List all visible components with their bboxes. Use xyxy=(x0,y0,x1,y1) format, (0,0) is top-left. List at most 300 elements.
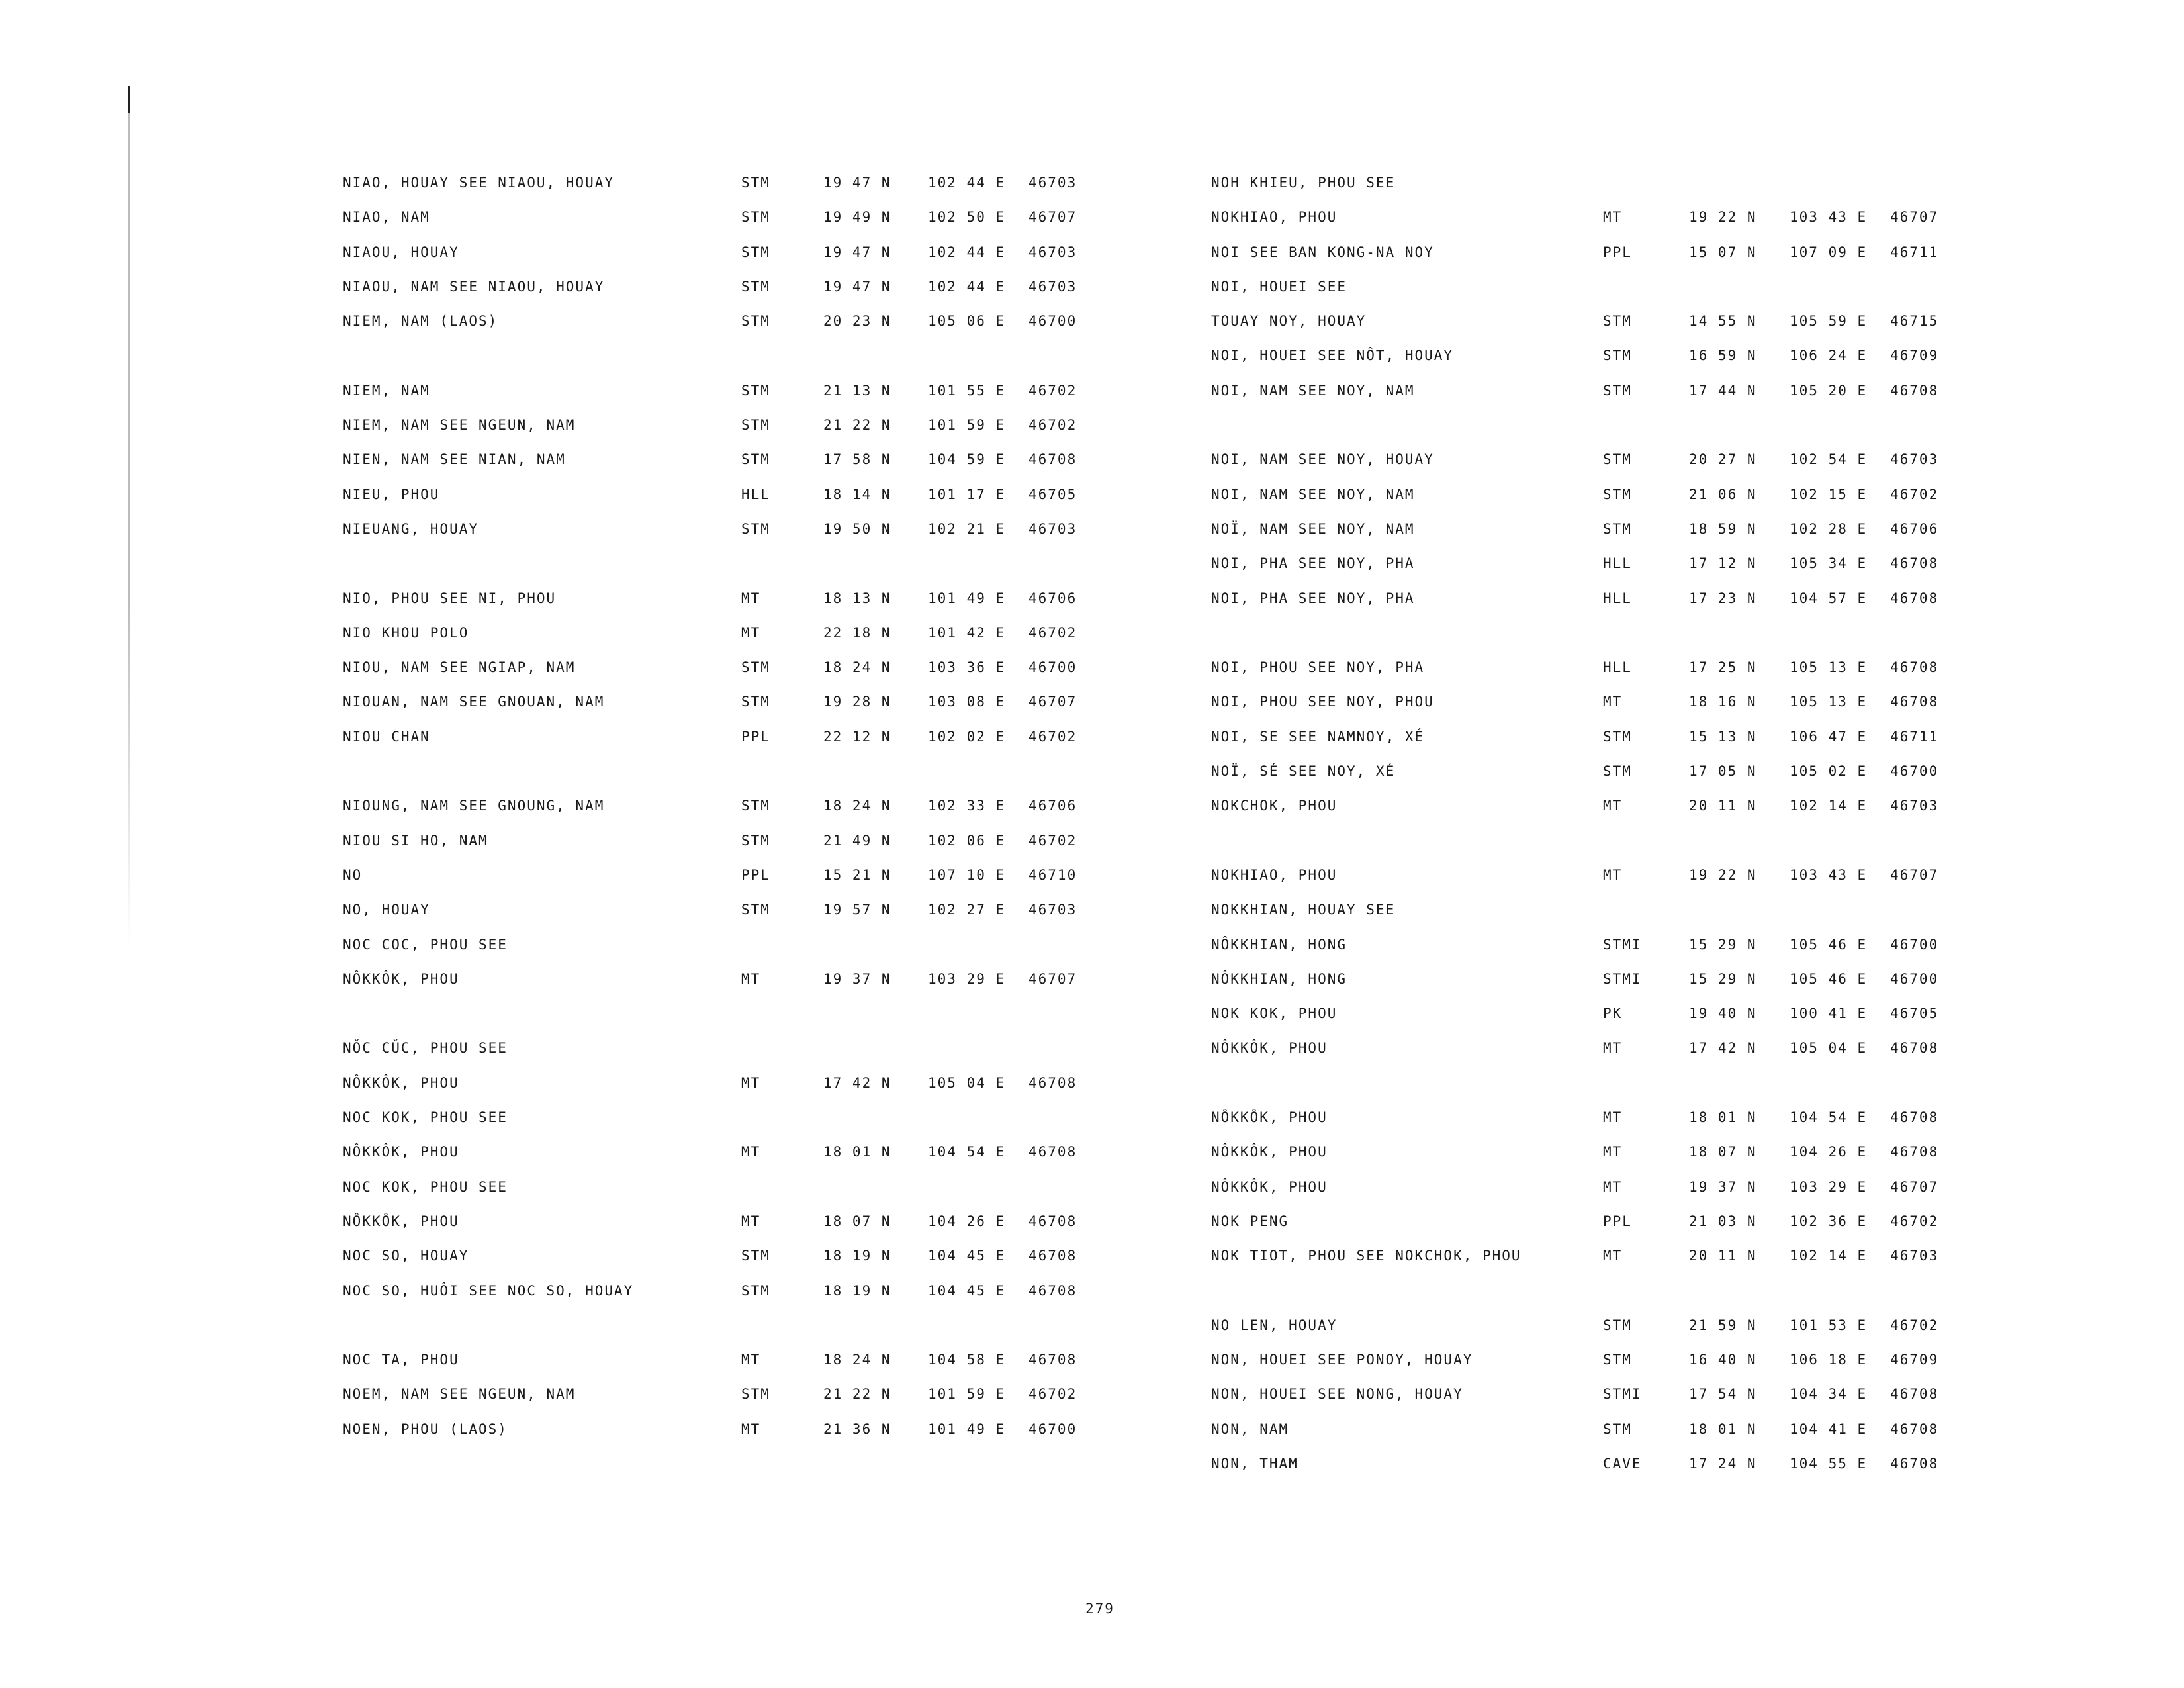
entry-code: 46703 xyxy=(1028,278,1077,295)
entry-type: MT xyxy=(741,1213,761,1229)
entry-type: STM xyxy=(741,244,770,260)
entry-lat: 14 55 N xyxy=(1689,313,1757,330)
entry-name: NǑC CǓC, PHOU SEE xyxy=(343,1040,508,1056)
entry-type: STM xyxy=(741,175,770,191)
entry-name: NIAO, NAM xyxy=(343,209,430,226)
entry-name: NIOU CHAN xyxy=(343,728,430,745)
entry-lon: 102 36 E xyxy=(1790,1213,1868,1229)
entry-name: NIAOU, NAM SEE NIAOU, HOUAY xyxy=(343,278,605,295)
entry-code: 46700 xyxy=(1890,763,1939,780)
entry-name: TOUAY NOY, HOUAY xyxy=(1211,313,1367,330)
entry-lat: 21 03 N xyxy=(1689,1213,1757,1229)
gazetteer-entry xyxy=(343,1274,1157,1308)
entry-lon: 102 28 E xyxy=(1790,520,1868,537)
entry-lat: 19 49 N xyxy=(823,209,891,226)
entry-type: STM xyxy=(1603,1317,1632,1333)
entry-code: 46708 xyxy=(1028,1282,1077,1299)
entry-name: NÔKKÔK, PHOU xyxy=(1211,1178,1328,1195)
entry-type: STM xyxy=(1603,486,1632,502)
entry-lon: 101 17 E xyxy=(928,486,1006,502)
gazetteer-entry xyxy=(343,962,1157,996)
entry-lon: 105 59 E xyxy=(1790,313,1868,330)
entry-lon: 100 41 E xyxy=(1790,1006,1868,1022)
entry-code: 46702 xyxy=(1028,728,1077,745)
entry-code: 46707 xyxy=(1890,1178,1939,1195)
gazetteer-entry xyxy=(343,1342,1157,1377)
entry-lat: 18 01 N xyxy=(1689,1421,1757,1437)
gazetteer-entry xyxy=(1211,442,1959,477)
entry-name: NON, NAM xyxy=(1211,1421,1289,1437)
entry-type: STM xyxy=(1603,520,1632,537)
entry-lat: 20 11 N xyxy=(1689,798,1757,814)
entry-type: PPL xyxy=(741,867,770,883)
entry-lat: 15 29 N xyxy=(1689,936,1757,953)
entry-lat: 19 47 N xyxy=(823,278,891,295)
gazetteer-entry xyxy=(343,1204,1157,1239)
entry-lat: 18 07 N xyxy=(1689,1144,1757,1160)
gazetteer-entry xyxy=(343,927,1157,962)
gazetteer-entry xyxy=(343,1412,1157,1446)
entry-lat: 17 12 N xyxy=(1689,555,1757,572)
blank-row xyxy=(1211,1274,1959,1308)
entry-type: STM xyxy=(741,798,770,814)
entry-lon: 103 36 E xyxy=(928,659,1006,676)
gazetteer-entry xyxy=(1211,581,1959,616)
gazetteer-entry xyxy=(1211,235,1959,269)
entry-type: STM xyxy=(1603,348,1632,364)
entry-name: NOI, NAM SEE NOY, NAM xyxy=(1211,486,1415,502)
entry-code: 46702 xyxy=(1890,486,1939,502)
entry-lat: 18 13 N xyxy=(823,590,891,606)
entry-type: CAVE xyxy=(1603,1455,1642,1472)
entry-code: 46711 xyxy=(1890,244,1939,260)
entry-code: 46708 xyxy=(1890,1040,1939,1056)
entry-lat: 19 50 N xyxy=(823,520,891,537)
gazetteer-entry xyxy=(1211,1342,1959,1377)
entry-lat: 17 05 N xyxy=(1689,763,1757,780)
entry-lat: 17 24 N xyxy=(1689,1455,1757,1472)
entry-name: NÔKKÔK, PHOU xyxy=(1211,1109,1328,1126)
gazetteer-entry xyxy=(1211,754,1959,788)
entry-code: 46708 xyxy=(1890,659,1939,676)
entry-type: PPL xyxy=(1603,244,1632,260)
entry-name: NIEUANG, HOUAY xyxy=(343,520,479,537)
entry-name: NOI SEE BAN KONG-NA NOY xyxy=(1211,244,1434,260)
entry-lon: 105 06 E xyxy=(928,313,1006,330)
entry-lat: 17 58 N xyxy=(823,451,891,468)
gazetteer-entry xyxy=(343,1100,1157,1135)
entry-name: NO, HOUAY xyxy=(343,902,430,918)
entry-lon: 103 29 E xyxy=(1790,1178,1868,1195)
entry-code: 46708 xyxy=(1028,451,1077,468)
entry-name: NOI, HOUEI SEE xyxy=(1211,278,1347,295)
entry-lon: 105 34 E xyxy=(1790,555,1868,572)
entry-lon: 102 44 E xyxy=(928,278,1006,295)
entry-name: NOKHIAO, PHOU xyxy=(1211,209,1338,226)
entry-lon: 101 53 E xyxy=(1790,1317,1868,1333)
entry-lat: 18 01 N xyxy=(823,1144,891,1160)
entry-lat: 15 21 N xyxy=(823,867,891,883)
entry-code: 46708 xyxy=(1890,1386,1939,1403)
entry-name: NOK PENG xyxy=(1211,1213,1289,1229)
gazetteer-entry xyxy=(1211,720,1959,754)
entry-name: NIEU, PHOU xyxy=(343,486,440,502)
entry-name: NÔKKÔK, PHOU xyxy=(343,970,459,987)
entry-name: NOÏ, NAM SEE NOY, NAM xyxy=(1211,520,1415,537)
entry-lon: 104 45 E xyxy=(928,1248,1006,1264)
gazetteer-entry xyxy=(343,858,1157,892)
blank-row xyxy=(1211,823,1959,858)
entry-type: STM xyxy=(741,902,770,918)
entry-lat: 17 23 N xyxy=(1689,590,1757,606)
gazetteer-entry xyxy=(1211,200,1959,234)
entry-type: MT xyxy=(1603,1109,1623,1126)
entry-lon: 102 54 E xyxy=(1790,451,1868,468)
entry-type: STM xyxy=(741,278,770,295)
entry-code: 46708 xyxy=(1890,1455,1939,1472)
entry-name: NOI, PHA SEE NOY, PHA xyxy=(1211,590,1415,606)
entry-code: 46708 xyxy=(1028,1144,1077,1160)
gazetteer-entry xyxy=(1211,1135,1959,1169)
entry-name: NOI, PHOU SEE NOY, PHA xyxy=(1211,659,1425,676)
gazetteer-entry xyxy=(1211,1239,1959,1273)
entry-lon: 102 02 E xyxy=(928,728,1006,745)
entry-code: 46703 xyxy=(1890,798,1939,814)
gazetteer-entry xyxy=(343,165,1157,200)
gazetteer-entry xyxy=(343,442,1157,477)
entry-name: NÔKKHIAN, HONG xyxy=(1211,970,1347,987)
entry-lon: 103 43 E xyxy=(1790,867,1868,883)
entry-type: STM xyxy=(1603,763,1632,780)
entry-lon: 104 26 E xyxy=(1790,1144,1868,1160)
entry-lon: 102 44 E xyxy=(928,244,1006,260)
entry-lon: 105 20 E xyxy=(1790,382,1868,399)
entry-lat: 18 07 N xyxy=(823,1213,891,1229)
entry-name: NIEM, NAM (LAOS) xyxy=(343,313,498,330)
entry-code: 46703 xyxy=(1890,1248,1939,1264)
gazetteer-entry xyxy=(343,788,1157,823)
entry-name: NON, HOUEI SEE PONOY, HOUAY xyxy=(1211,1352,1473,1368)
entry-type: STM xyxy=(741,209,770,226)
entry-lon: 103 43 E xyxy=(1790,209,1868,226)
entry-name: NIOUAN, NAM SEE GNOUAN, NAM xyxy=(343,694,605,710)
entry-lon: 102 21 E xyxy=(928,520,1006,537)
entry-lat: 17 54 N xyxy=(1689,1386,1757,1403)
gazetteer-entry xyxy=(1211,650,1959,684)
entry-lat: 18 24 N xyxy=(823,1352,891,1368)
entry-lon: 105 02 E xyxy=(1790,763,1868,780)
entry-type: STM xyxy=(741,832,770,849)
gazetteer-entry xyxy=(1211,1308,1959,1342)
entry-lat: 15 13 N xyxy=(1689,728,1757,745)
gazetteer-entry xyxy=(1211,373,1959,408)
entry-lon: 102 14 E xyxy=(1790,798,1868,814)
entry-type: MT xyxy=(1603,1248,1623,1264)
blank-row xyxy=(343,1308,1157,1342)
entry-lat: 18 14 N xyxy=(823,486,891,502)
entry-lat: 18 16 N xyxy=(1689,694,1757,710)
gazetteer-entry xyxy=(343,373,1157,408)
entry-code: 46705 xyxy=(1028,486,1077,502)
entry-lat: 16 59 N xyxy=(1689,348,1757,364)
entry-name: NOI, PHA SEE NOY, PHA xyxy=(1211,555,1415,572)
entry-type: STM xyxy=(741,313,770,330)
entry-lat: 20 23 N xyxy=(823,313,891,330)
entry-code: 46702 xyxy=(1028,382,1077,399)
entry-lat: 18 59 N xyxy=(1689,520,1757,537)
entry-code: 46700 xyxy=(1028,659,1077,676)
entry-code: 46708 xyxy=(1890,1109,1939,1126)
entry-lon: 101 42 E xyxy=(928,624,1006,641)
entry-name: NIO, PHOU SEE NI, PHOU xyxy=(343,590,557,606)
entry-lon: 104 54 E xyxy=(1790,1109,1868,1126)
entry-name: NOH KHIEU, PHOU SEE xyxy=(1211,175,1396,191)
entry-type: STM xyxy=(1603,728,1632,745)
entry-name: NO xyxy=(343,867,363,883)
entry-name: NOK KOK, PHOU xyxy=(1211,1006,1338,1022)
entry-code: 46703 xyxy=(1028,902,1077,918)
entry-lat: 22 12 N xyxy=(823,728,891,745)
entry-type: STM xyxy=(741,694,770,710)
entry-type: MT xyxy=(1603,867,1623,883)
entry-name: NOC KOK, PHOU SEE xyxy=(343,1109,508,1126)
entry-name: NON, THAM xyxy=(1211,1455,1298,1472)
entry-type: HLL xyxy=(1603,590,1632,606)
entry-type: STMI xyxy=(1603,1386,1642,1403)
entry-name: NOEN, PHOU (LAOS) xyxy=(343,1421,508,1437)
entry-type: STMI xyxy=(1603,970,1642,987)
entry-type: MT xyxy=(1603,1178,1623,1195)
gazetteer-entry xyxy=(343,408,1157,442)
entry-code: 46708 xyxy=(1028,1074,1077,1091)
entry-name: NÔKKÔK, PHOU xyxy=(343,1213,459,1229)
entry-lat: 19 57 N xyxy=(823,902,891,918)
entry-name: NOK TIOT, PHOU SEE NOKCHOK, PHOU xyxy=(1211,1248,1522,1264)
blank-row xyxy=(1211,1066,1959,1100)
entry-lon: 104 59 E xyxy=(928,451,1006,468)
blank-row xyxy=(343,338,1157,373)
entry-type: STM xyxy=(1603,1421,1632,1437)
gazetteer-entry xyxy=(1211,338,1959,373)
entry-name: NON, HOUEI SEE NONG, HOUAY xyxy=(1211,1386,1463,1403)
entry-name: NIOU, NAM SEE NGIAP, NAM xyxy=(343,659,576,676)
gazetteer-entry xyxy=(1211,1170,1959,1204)
gazetteer-entry xyxy=(343,477,1157,512)
entry-name: NÔKKÔK, PHOU xyxy=(343,1074,459,1091)
entry-lon: 107 09 E xyxy=(1790,244,1868,260)
gazetteer-entry xyxy=(343,650,1157,684)
entry-lon: 102 06 E xyxy=(928,832,1006,849)
gazetteer-entry xyxy=(343,1031,1157,1065)
entry-code: 46703 xyxy=(1028,520,1077,537)
entry-lat: 19 22 N xyxy=(1689,867,1757,883)
entry-name: NOC KOK, PHOU SEE xyxy=(343,1178,508,1195)
entry-code: 46702 xyxy=(1028,1386,1077,1403)
entry-code: 46700 xyxy=(1028,313,1077,330)
entry-lat: 15 07 N xyxy=(1689,244,1757,260)
entry-lon: 104 54 E xyxy=(928,1144,1006,1160)
gazetteer-entry xyxy=(1211,858,1959,892)
entry-type: MT xyxy=(741,1421,761,1437)
entry-type: STM xyxy=(741,1248,770,1264)
entry-lon: 102 33 E xyxy=(928,798,1006,814)
gazetteer-entry xyxy=(1211,477,1959,512)
entry-code: 46700 xyxy=(1890,970,1939,987)
entry-lat: 21 13 N xyxy=(823,382,891,399)
entry-code: 46700 xyxy=(1890,936,1939,953)
entry-name: NOI, NAM SEE NOY, HOUAY xyxy=(1211,451,1434,468)
gazetteer-entry xyxy=(343,892,1157,927)
entry-name: NIO KHOU POLO xyxy=(343,624,469,641)
entry-lat: 20 27 N xyxy=(1689,451,1757,468)
gazetteer-entry xyxy=(343,684,1157,719)
entry-lat: 21 06 N xyxy=(1689,486,1757,502)
entry-type: STM xyxy=(741,1386,770,1403)
entry-name: NOKKHIAN, HOUAY SEE xyxy=(1211,902,1396,918)
entry-name: NIOUNG, NAM SEE GNOUNG, NAM xyxy=(343,798,605,814)
entry-type: STM xyxy=(741,451,770,468)
entry-type: MT xyxy=(1603,209,1623,226)
entry-code: 46706 xyxy=(1890,520,1939,537)
entry-lon: 101 55 E xyxy=(928,382,1006,399)
gazetteer-entry xyxy=(343,304,1157,338)
entry-code: 46715 xyxy=(1890,313,1939,330)
gazetteer-entry xyxy=(343,1170,1157,1204)
entry-code: 46706 xyxy=(1028,798,1077,814)
gazetteer-entry xyxy=(1211,996,1959,1031)
entry-type: MT xyxy=(741,1074,761,1091)
gazetteer-entry xyxy=(343,269,1157,304)
entry-code: 46709 xyxy=(1890,1352,1939,1368)
entry-code: 46708 xyxy=(1028,1213,1077,1229)
gazetteer-entry xyxy=(343,235,1157,269)
entry-name: NOC COC, PHOU SEE xyxy=(343,936,508,953)
entry-name: NIEN, NAM SEE NIAN, NAM xyxy=(343,451,566,468)
gazetteer-entry xyxy=(1211,1446,1959,1481)
entry-name: NOI, NAM SEE NOY, NAM xyxy=(1211,382,1415,399)
entry-type: PPL xyxy=(741,728,770,745)
entry-name: NIAOU, HOUAY xyxy=(343,244,459,260)
entry-name: NÔKKÔK, PHOU xyxy=(343,1144,459,1160)
gazetteer-entry xyxy=(1211,684,1959,719)
entry-name: NOC SO, HUÔI SEE NOC SO, HOUAY xyxy=(343,1282,634,1299)
entry-name: NOI, PHOU SEE NOY, PHOU xyxy=(1211,694,1434,710)
entry-code: 46709 xyxy=(1890,348,1939,364)
gazetteer-entry xyxy=(343,616,1157,650)
entry-code: 46708 xyxy=(1890,1144,1939,1160)
gazetteer-entry xyxy=(343,720,1157,754)
entry-lat: 19 37 N xyxy=(823,970,891,987)
entry-lon: 101 49 E xyxy=(928,1421,1006,1437)
gazetteer-entry xyxy=(1211,788,1959,823)
binding-margin-line xyxy=(128,86,130,947)
entry-lon: 105 13 E xyxy=(1790,659,1868,676)
gazetteer-entry xyxy=(343,1135,1157,1169)
entry-name: NOC TA, PHOU xyxy=(343,1352,459,1368)
gazetteer-entry xyxy=(343,200,1157,234)
gazetteer-entry xyxy=(1211,962,1959,996)
entry-code: 46702 xyxy=(1890,1317,1939,1333)
entry-lon: 105 13 E xyxy=(1790,694,1868,710)
entry-name: NOI, HOUEI SEE NÔT, HOUAY xyxy=(1211,348,1454,364)
entry-lon: 102 50 E xyxy=(928,209,1006,226)
entry-name: NOC SO, HOUAY xyxy=(343,1248,469,1264)
gazetteer-entry xyxy=(343,1239,1157,1273)
entry-type: HLL xyxy=(1603,659,1632,676)
entry-lon: 104 41 E xyxy=(1790,1421,1868,1437)
entry-lat: 18 19 N xyxy=(823,1282,891,1299)
entry-type: STM xyxy=(741,1282,770,1299)
entry-type: MT xyxy=(1603,1040,1623,1056)
entry-lon: 106 24 E xyxy=(1790,348,1868,364)
entry-name: NOI, SE SEE NAMNOY, XÉ xyxy=(1211,728,1425,745)
entry-type: HLL xyxy=(1603,555,1632,572)
entry-lat: 19 40 N xyxy=(1689,1006,1757,1022)
entry-code: 46708 xyxy=(1028,1352,1077,1368)
entry-lon: 104 45 E xyxy=(928,1282,1006,1299)
entry-type: STM xyxy=(1603,1352,1632,1368)
entry-lon: 102 15 E xyxy=(1790,486,1868,502)
entry-code: 46708 xyxy=(1890,1421,1939,1437)
entry-lat: 21 36 N xyxy=(823,1421,891,1437)
entry-code: 46707 xyxy=(1890,867,1939,883)
entry-lon: 105 04 E xyxy=(928,1074,1006,1091)
entry-code: 46702 xyxy=(1028,624,1077,641)
entry-lat: 21 22 N xyxy=(823,417,891,434)
entry-lon: 104 58 E xyxy=(928,1352,1006,1368)
entry-lon: 103 29 E xyxy=(928,970,1006,987)
gazetteer-entry xyxy=(1211,512,1959,546)
gazetteer-entry xyxy=(343,512,1157,546)
entry-code: 46706 xyxy=(1028,590,1077,606)
entry-lon: 105 46 E xyxy=(1790,970,1868,987)
entry-code: 46708 xyxy=(1890,590,1939,606)
entry-lat: 17 25 N xyxy=(1689,659,1757,676)
entry-lon: 106 47 E xyxy=(1790,728,1868,745)
entry-lat: 22 18 N xyxy=(823,624,891,641)
entry-lat: 19 47 N xyxy=(823,244,891,260)
entry-lon: 104 34 E xyxy=(1790,1386,1868,1403)
entry-code: 46707 xyxy=(1890,209,1939,226)
gazetteer-entry xyxy=(343,1066,1157,1100)
entry-type: STM xyxy=(741,520,770,537)
page-number: 279 xyxy=(1085,1601,1115,1617)
gazetteer-entry xyxy=(343,581,1157,616)
entry-name: NIEM, NAM SEE NGEUN, NAM xyxy=(343,417,576,434)
entry-type: STMI xyxy=(1603,936,1642,953)
entry-name: NÔKKHIAN, HONG xyxy=(1211,936,1347,953)
entry-lon: 104 55 E xyxy=(1790,1455,1868,1472)
entry-lat: 21 59 N xyxy=(1689,1317,1757,1333)
entry-lat: 18 24 N xyxy=(823,659,891,676)
gazetteer-entry xyxy=(1211,892,1959,927)
entry-type: MT xyxy=(1603,694,1623,710)
left-column xyxy=(343,165,1157,1446)
gazetteer-entry xyxy=(1211,1412,1959,1446)
blank-row xyxy=(343,546,1157,581)
entry-lat: 18 19 N xyxy=(823,1248,891,1264)
entry-type: PK xyxy=(1603,1006,1623,1022)
entry-type: MT xyxy=(741,590,761,606)
entry-name: NIAO, HOUAY SEE NIAOU, HOUAY xyxy=(343,175,615,191)
entry-code: 46708 xyxy=(1890,694,1939,710)
blank-row xyxy=(343,996,1157,1031)
entry-code: 46711 xyxy=(1890,728,1939,745)
entry-code: 46707 xyxy=(1028,209,1077,226)
entry-lon: 102 44 E xyxy=(928,175,1006,191)
entry-lat: 18 24 N xyxy=(823,798,891,814)
entry-lat: 15 29 N xyxy=(1689,970,1757,987)
